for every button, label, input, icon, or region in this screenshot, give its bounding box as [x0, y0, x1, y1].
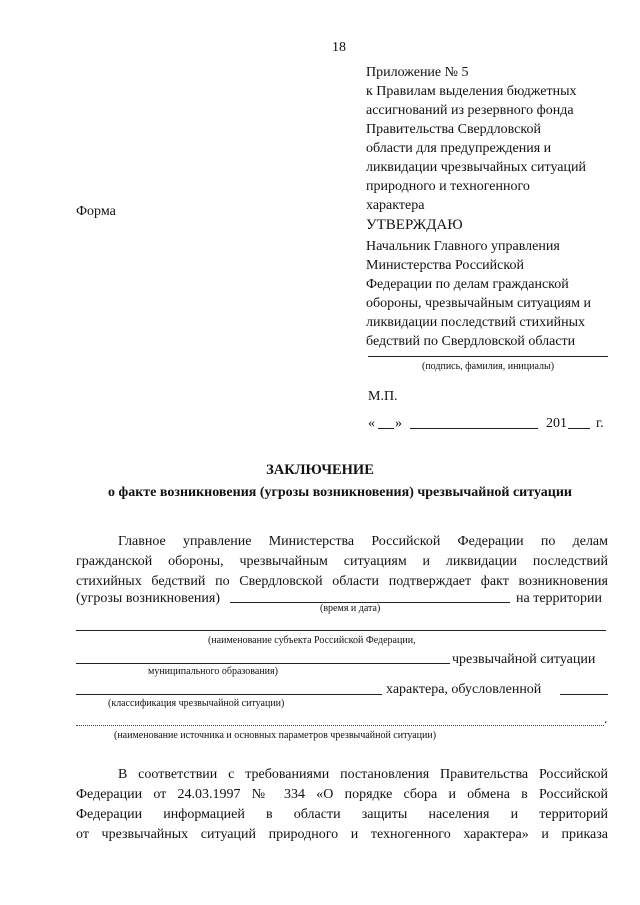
emergency-suffix: чрезвычайной ситуации — [452, 652, 596, 667]
source-caption: (наименование источника и основных параметров чрезвычайной ситуации) — [114, 730, 437, 741]
date-year: 201 — [546, 416, 567, 431]
approval-heading: УТВЕРЖДАЮ — [366, 217, 463, 233]
approval-line: бедствий по Свердловской области — [366, 334, 576, 349]
approval-line: ликвидации последствий стихийных — [366, 315, 586, 330]
appendix-line: области для предупреждения и — [366, 141, 552, 156]
body-line: Главное управление Министерства Российской Федерации по делам — [118, 534, 608, 549]
signature-line — [368, 356, 608, 357]
source-blank — [76, 725, 604, 726]
body-line: В соответствии с требованиями постановления Правительства Российской — [118, 767, 608, 782]
body-line: Федерации информацией в области защиты населения и территорий — [76, 807, 608, 822]
classification-caption: (классификация чрезвычайной ситуации) — [108, 698, 285, 709]
form-label: Форма — [76, 204, 116, 219]
appendix-line: характера — [366, 198, 425, 213]
body-line: гражданской обороны, чрезвычайным ситуациям и ликвидации последствий — [76, 554, 608, 569]
municipal-caption: муниципального образования) — [148, 666, 278, 677]
date-close-quote: » — [395, 416, 402, 431]
date-month-blank — [410, 428, 538, 429]
body-line: стихийных бедствий по Свердловской области подтверждает факт возникновения — [76, 574, 608, 589]
appendix-title: Приложение № 5 — [366, 65, 469, 80]
date-year-suffix: г. — [596, 416, 604, 431]
body-line: Федерации от 24.03.1997 № 334 «О порядке сбора и обмена в Российской — [76, 787, 608, 802]
date-open-quote: « — [368, 416, 375, 431]
character-tail-blank — [560, 694, 608, 695]
appendix-line: к Правилам выделения бюджетных — [366, 84, 577, 99]
subject-blank — [76, 630, 606, 631]
signature-caption: (подпись, фамилия, инициалы) — [422, 361, 555, 372]
classification-blank — [76, 694, 382, 695]
date-year-blank — [568, 428, 590, 429]
approval-block — [366, 237, 591, 351]
document-title: ЗАКЛЮЧЕНИЕ — [266, 462, 374, 478]
appendix-line: ассигнований из резервного фонда — [366, 103, 574, 118]
source-period: . — [604, 712, 608, 727]
approval-line: Федерации по делам гражданской — [366, 277, 569, 292]
date-day-blank — [378, 428, 394, 429]
approval-line: обороны, чрезвычайным ситуациям и — [366, 296, 591, 311]
appendix-line: ликвидации чрезвычайных ситуаций — [366, 160, 586, 175]
subject-caption: (наименование субъекта Российской Федерации, — [208, 635, 416, 646]
document-subtitle: о факте возникновения (угрозы возникновения) чрезвычайной ситуации — [108, 485, 572, 500]
character-suffix: характера, обусловленной — [386, 682, 542, 697]
appendix-line: Правительства Свердловской — [366, 122, 541, 137]
approval-line: Министерства Российской — [366, 258, 524, 273]
approval-line: Начальник Главного управления — [366, 239, 560, 254]
stamp-label: М.П. — [368, 389, 398, 404]
municipal-blank — [76, 663, 450, 664]
threat-prefix: (угрозы возникновения) — [76, 591, 220, 606]
time-date-caption: (время и дата) — [320, 603, 381, 614]
body-line: от чрезвычайных ситуаций природного и техногенного характера» и приказа — [76, 827, 608, 842]
page-number: 18 — [332, 40, 346, 55]
appendix-line: природного и техногенного — [366, 179, 530, 194]
territory-suffix: на территории — [516, 591, 602, 606]
appendix-block — [366, 63, 586, 215]
